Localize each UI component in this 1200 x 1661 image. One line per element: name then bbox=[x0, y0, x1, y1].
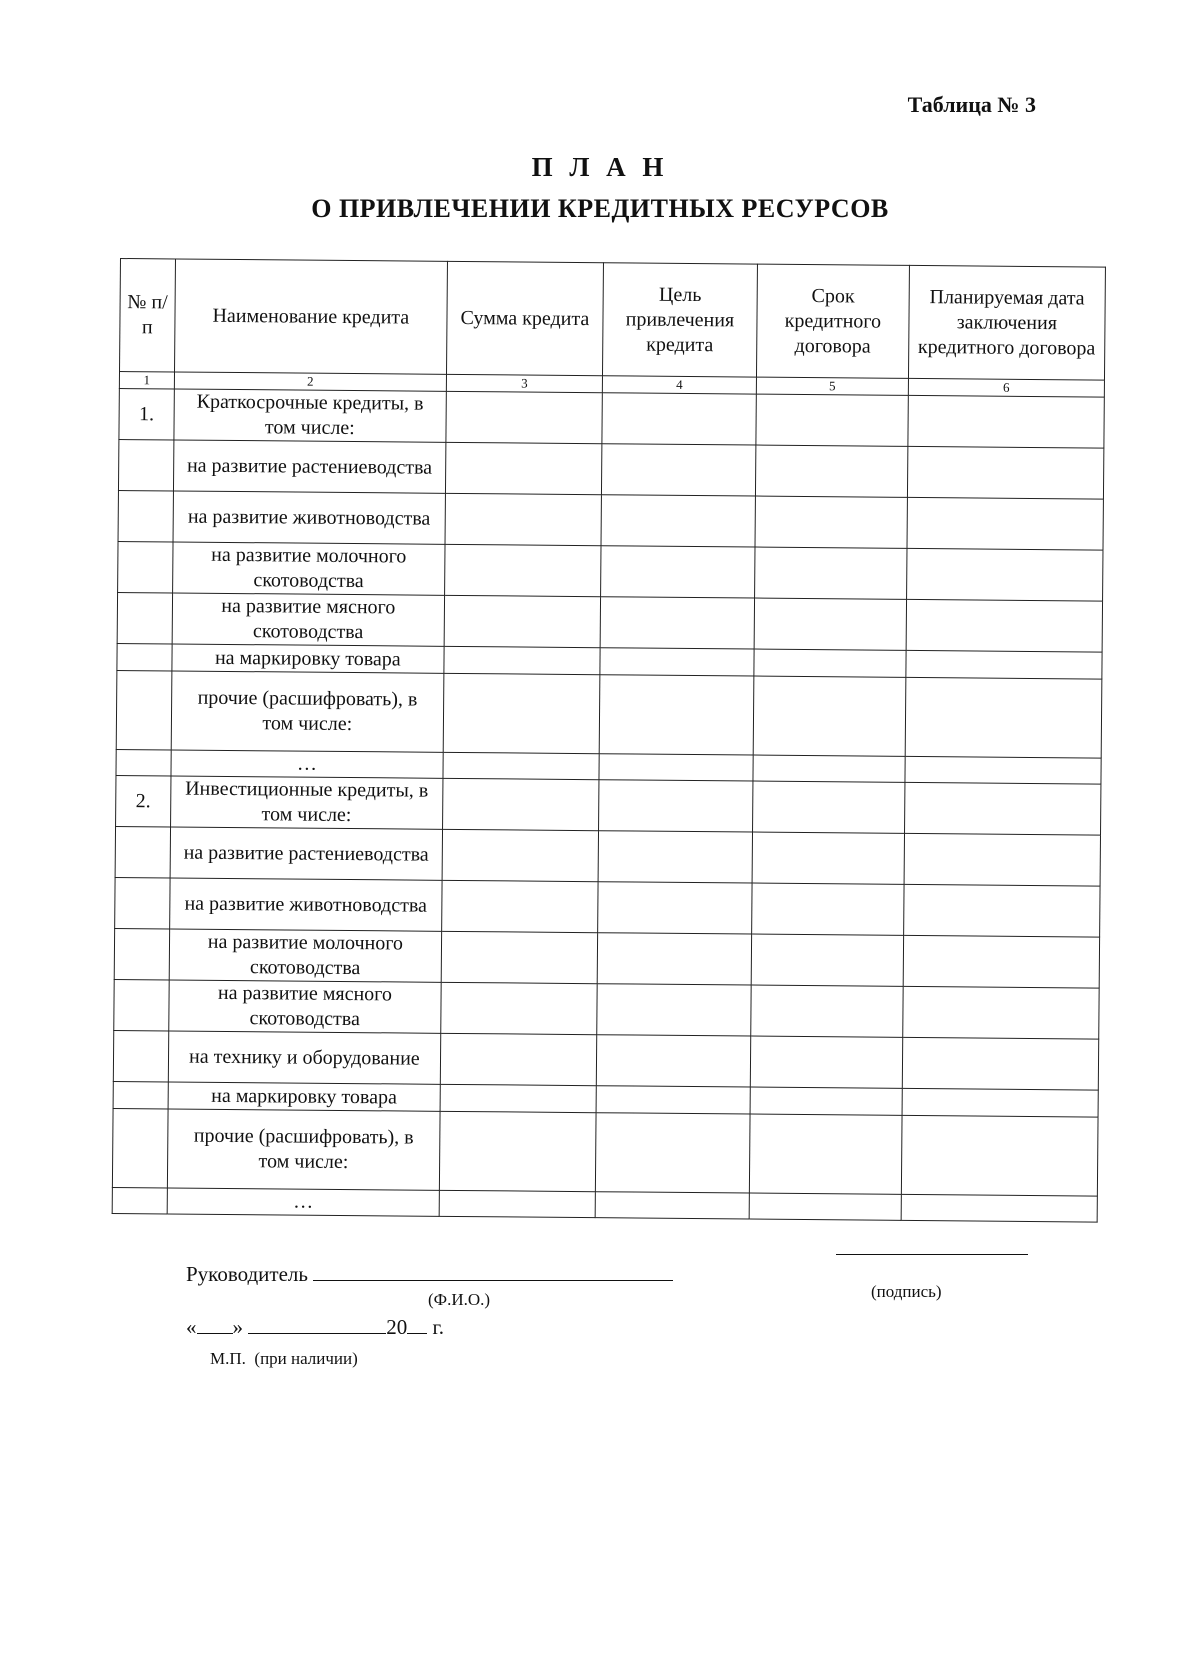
credit-name-cell: прочие (расшифровать), в том числе: bbox=[167, 1109, 440, 1190]
credit-plan-table bbox=[112, 258, 1106, 1223]
planned-date-cell[interactable] bbox=[903, 884, 1100, 937]
row-number bbox=[113, 1030, 168, 1081]
column-header-contract-term: Срок кредитного договора bbox=[756, 264, 909, 378]
credit-purpose-cell[interactable] bbox=[602, 393, 756, 445]
credit-name-cell: на технику и оборудование bbox=[168, 1031, 441, 1084]
table-row bbox=[114, 979, 1099, 1039]
credit-amount-cell[interactable] bbox=[440, 1084, 596, 1112]
column-number: 6 bbox=[908, 378, 1104, 397]
contract-term-cell[interactable] bbox=[756, 394, 908, 446]
credit-purpose-cell[interactable] bbox=[595, 1113, 750, 1193]
credit-amount-cell[interactable] bbox=[445, 493, 602, 545]
credit-purpose-cell[interactable] bbox=[600, 648, 754, 676]
day-blank[interactable] bbox=[197, 1333, 233, 1334]
credit-purpose-cell[interactable] bbox=[601, 546, 755, 598]
year-blank[interactable] bbox=[407, 1333, 427, 1334]
row-number: 2. bbox=[116, 775, 171, 826]
planned-date-cell[interactable] bbox=[904, 833, 1101, 886]
table-row bbox=[118, 439, 1103, 499]
year-prefix: 20 bbox=[386, 1315, 408, 1339]
planned-date-cell[interactable] bbox=[904, 782, 1101, 835]
credit-name-cell: на развитие молочного скотоводства bbox=[169, 929, 442, 982]
credit-name-cell: прочие (расшифровать), в том числе: bbox=[171, 671, 444, 752]
signature-blank[interactable] bbox=[836, 1254, 1028, 1255]
credit-amount-cell[interactable] bbox=[445, 442, 602, 494]
planned-date-cell[interactable] bbox=[907, 446, 1104, 499]
table-row bbox=[113, 1030, 1098, 1090]
credit-name-cell: на маркировку товара bbox=[172, 644, 444, 673]
contract-term-cell[interactable] bbox=[751, 934, 903, 986]
planned-date-cell[interactable] bbox=[908, 395, 1105, 448]
column-number: 4 bbox=[602, 376, 756, 394]
planned-date-cell[interactable] bbox=[907, 497, 1104, 550]
row-number bbox=[116, 670, 172, 749]
credit-purpose-cell[interactable] bbox=[597, 933, 751, 985]
credit-purpose-cell[interactable] bbox=[599, 675, 754, 755]
planned-date-cell[interactable] bbox=[902, 1088, 1098, 1117]
row-number bbox=[117, 643, 172, 670]
row-number bbox=[118, 439, 173, 490]
planned-date-cell[interactable] bbox=[901, 1115, 1098, 1196]
credit-amount-cell[interactable] bbox=[443, 673, 600, 753]
credit-purpose-cell[interactable] bbox=[595, 1192, 749, 1219]
contract-term-cell[interactable] bbox=[752, 781, 904, 833]
credit-amount-cell[interactable] bbox=[440, 1033, 597, 1085]
credit-amount-cell[interactable] bbox=[441, 982, 598, 1034]
month-blank[interactable] bbox=[248, 1333, 386, 1334]
table-row bbox=[119, 388, 1104, 448]
column-number: 1 bbox=[119, 372, 174, 389]
fio-label: (Ф.И.О.) bbox=[428, 1290, 491, 1309]
contract-term-cell[interactable] bbox=[754, 649, 906, 677]
credit-name-cell: … bbox=[167, 1188, 439, 1216]
credit-name-cell: на развитие растениеводства bbox=[170, 827, 443, 880]
credit-amount-cell[interactable] bbox=[442, 778, 599, 830]
credit-name-cell: на развитие молочного скотоводства bbox=[172, 542, 445, 595]
contract-term-cell[interactable] bbox=[752, 832, 904, 884]
column-number: 3 bbox=[446, 374, 602, 392]
contract-term-cell[interactable] bbox=[754, 598, 906, 650]
document-title: П Л А Н bbox=[531, 152, 669, 182]
date-close-quote: » bbox=[232, 1315, 243, 1339]
fio-blank[interactable] bbox=[313, 1280, 673, 1281]
table-row bbox=[118, 490, 1103, 550]
row-number bbox=[112, 1108, 168, 1187]
year-suffix: г. bbox=[432, 1315, 444, 1339]
contract-term-cell[interactable] bbox=[755, 496, 907, 548]
credit-amount-cell[interactable] bbox=[443, 752, 599, 779]
planned-date-cell[interactable] bbox=[905, 677, 1102, 758]
contract-term-cell[interactable] bbox=[752, 883, 904, 935]
credit-name-cell: на маркировку товара bbox=[168, 1082, 440, 1111]
stamp-note: (при наличии) bbox=[254, 1349, 358, 1368]
credit-purpose-cell[interactable] bbox=[596, 1035, 750, 1087]
column-header-number: № п/п bbox=[120, 259, 176, 372]
planned-date-cell[interactable] bbox=[901, 1194, 1097, 1222]
column-header-credit-amount: Сумма кредита bbox=[446, 261, 603, 375]
column-number: 5 bbox=[756, 377, 908, 395]
credit-purpose-cell[interactable] bbox=[596, 1086, 750, 1114]
contract-term-cell[interactable] bbox=[755, 547, 907, 599]
stamp-label: М.П. bbox=[210, 1349, 246, 1368]
stamp-line bbox=[210, 1349, 358, 1369]
signature-label: (подпись) bbox=[871, 1282, 942, 1301]
table-row bbox=[116, 775, 1101, 835]
credit-purpose-cell[interactable] bbox=[599, 780, 753, 832]
credit-name-cell: на развитие растениеводства bbox=[173, 440, 446, 493]
row-number bbox=[118, 541, 173, 592]
credit-name-cell: Краткосрочные кредиты, в том числе: bbox=[174, 389, 447, 442]
contract-term-cell[interactable] bbox=[755, 445, 907, 497]
credit-purpose-cell[interactable] bbox=[598, 831, 752, 883]
credit-name-cell: Инвестиционные кредиты, в том числе: bbox=[170, 776, 443, 829]
credit-amount-cell[interactable] bbox=[444, 646, 600, 674]
credit-purpose-cell[interactable] bbox=[598, 882, 752, 934]
row-number bbox=[114, 928, 169, 979]
row-number bbox=[116, 749, 171, 775]
head-label: Руководитель bbox=[186, 1262, 308, 1286]
contract-term-cell[interactable] bbox=[753, 676, 906, 756]
credit-amount-cell[interactable] bbox=[442, 829, 599, 881]
credit-purpose-cell[interactable] bbox=[601, 495, 755, 547]
contract-term-cell[interactable] bbox=[753, 755, 905, 782]
contract-term-cell[interactable] bbox=[750, 1036, 902, 1088]
credit-purpose-cell[interactable] bbox=[601, 444, 755, 496]
credit-name-cell: на развитие мясного скотоводства bbox=[172, 593, 445, 646]
contract-term-cell[interactable] bbox=[749, 1193, 901, 1220]
column-header-planned-date: Планируемая дата заключения кредитного договора bbox=[908, 265, 1105, 380]
table-row bbox=[115, 877, 1100, 937]
credit-name-cell: … bbox=[171, 750, 443, 778]
credit-purpose-cell[interactable] bbox=[597, 984, 751, 1036]
table-row bbox=[112, 1108, 1098, 1196]
row-number bbox=[117, 592, 172, 643]
table-number: Таблица № 3 bbox=[907, 92, 1036, 117]
table-row bbox=[114, 928, 1099, 988]
column-header-credit-purpose: Цель привлечения кредита bbox=[602, 263, 757, 377]
credit-amount-cell[interactable] bbox=[444, 595, 601, 647]
document-subtitle: О ПРИВЛЕЧЕНИИ КРЕДИТНЫХ РЕСУРСОВ bbox=[311, 194, 889, 223]
date-line bbox=[186, 1315, 444, 1340]
row-number bbox=[115, 826, 170, 877]
credit-amount-cell[interactable] bbox=[441, 931, 598, 983]
row-number bbox=[114, 979, 169, 1030]
row-number bbox=[115, 877, 170, 928]
credit-purpose-cell[interactable] bbox=[599, 754, 753, 781]
credit-name-cell: на развитие мясного скотоводства bbox=[169, 980, 442, 1033]
credit-amount-cell[interactable] bbox=[444, 544, 601, 596]
head-signature-line bbox=[186, 1262, 673, 1287]
planned-date-cell[interactable] bbox=[905, 756, 1101, 784]
row-number: 1. bbox=[119, 388, 174, 439]
table-row bbox=[116, 670, 1102, 758]
table-row bbox=[117, 592, 1102, 652]
row-number bbox=[112, 1187, 167, 1213]
date-open-quote: « bbox=[186, 1315, 197, 1339]
credit-amount-cell[interactable] bbox=[442, 880, 599, 932]
credit-name-cell: на развитие животноводства bbox=[169, 878, 442, 931]
credit-name-cell: на развитие животноводства bbox=[173, 491, 446, 544]
planned-date-cell[interactable] bbox=[906, 650, 1102, 679]
column-header-credit-name: Наименование кредита bbox=[174, 259, 447, 374]
credit-purpose-cell[interactable] bbox=[600, 597, 754, 649]
row-number bbox=[113, 1081, 168, 1108]
credit-amount-cell[interactable] bbox=[446, 391, 603, 443]
contract-term-cell[interactable] bbox=[750, 1087, 902, 1115]
contract-term-cell[interactable] bbox=[751, 985, 903, 1037]
credit-amount-cell[interactable] bbox=[439, 1111, 596, 1191]
column-number: 2 bbox=[174, 372, 446, 391]
planned-date-cell[interactable] bbox=[903, 986, 1100, 1039]
contract-term-cell[interactable] bbox=[749, 1114, 902, 1194]
planned-date-cell[interactable] bbox=[906, 599, 1103, 652]
planned-date-cell[interactable] bbox=[903, 935, 1100, 988]
row-number bbox=[118, 490, 173, 541]
planned-date-cell[interactable] bbox=[902, 1037, 1099, 1090]
table-row bbox=[115, 826, 1100, 886]
planned-date-cell[interactable] bbox=[906, 548, 1103, 601]
table-row bbox=[118, 541, 1103, 601]
credit-amount-cell[interactable] bbox=[439, 1190, 595, 1217]
table-header-row bbox=[120, 259, 1106, 381]
